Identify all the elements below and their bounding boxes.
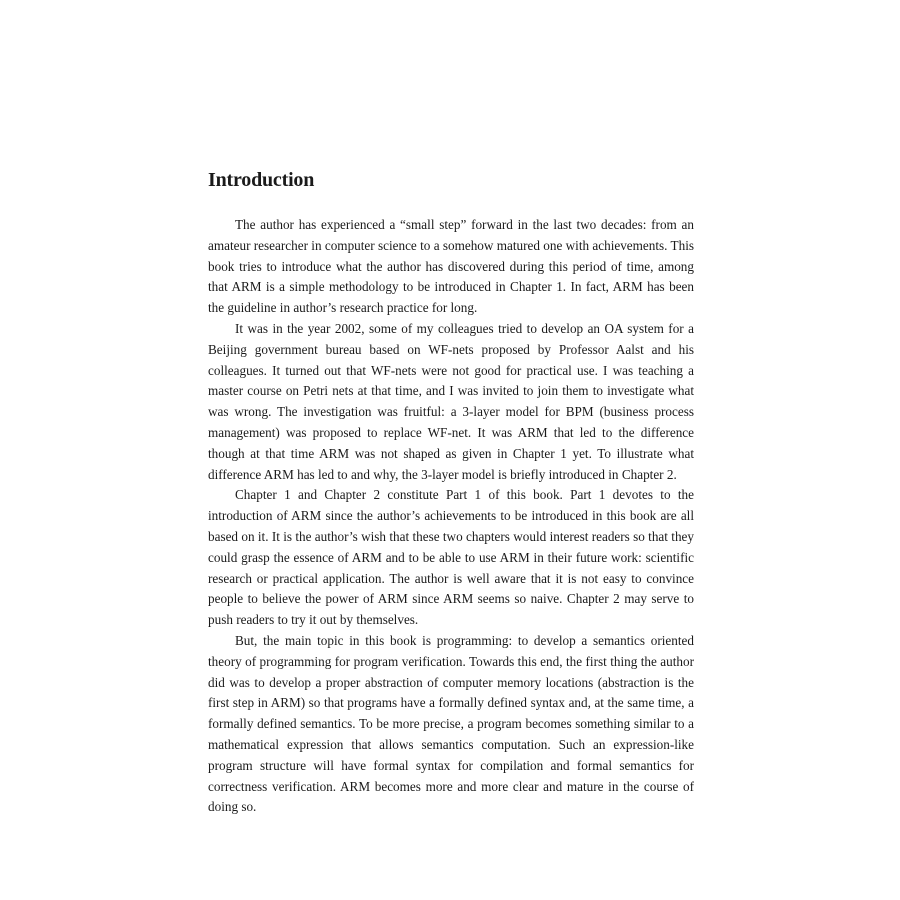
paragraph-3: Chapter 1 and Chapter 2 constitute Part 1 of this book. Part 1 devotes to the introduction of ARM since the author’s achievements to be introduced in this book are all based on it. It is the author’s wish that these two chapters would interest readers so that they could grasp the essence of ARM and to be able to use ARM in their future work: scientific research or practical application. The author is well aware that it is not easy to convince people to believe the power of ARM since ARM seems so naive. Chapter 2 may serve to push readers to try it out by themselves. [208,487,694,628]
page-title: Introduction [208,169,315,191]
document-body [208,168,694,818]
paragraph-4: But, the main topic in this book is programming: to develop a semantics oriented theory of programming for program verification. Towards this end, the first thing the author did was to develop a proper abstraction of computer memory locations (abstraction is the first step in ARM) so that programs have a formally defined syntax and, at the same time, a formally defined semantics. To be more precise, a program becomes something similar to a mathematical expression that allows semantics computation. Such an expression-like program structure will have formal syntax for compilation and formal semantics for correctness verification. ARM becomes more and more clear and mature in the course of doing so. [208,632,694,815]
paragraph-1: The author has experienced a “small step” forward in the last two decades: from an amateur researcher in computer science to a somehow matured one with achievements. This book tries to introduce what the author has discovered during this period of time, among that ARM is a simple methodology to be introduced in Chapter 1. In fact, ARM has been the guideline in author’s research practice for long. [208,217,694,316]
paragraph-2: It was in the year 2002, some of my colleagues tried to develop an OA system for a Beijing government bureau based on WF-nets proposed by Professor Aalst and his colleagues. It turned out that WF-nets were not good for practical use. I was teaching a master course on Petri nets at that time, and I was invited to join them to investigate what was wrong. The investigation was fruitful: a 3-layer model for BPM (business process management) was proposed to replace WF-net. It was ARM that led to the difference though at that time ARM was not shaped as given in Chapter 1 yet. To illustrate what difference ARM has led to and why, the 3-layer model is briefly introduced in Chapter 2. [208,320,694,482]
